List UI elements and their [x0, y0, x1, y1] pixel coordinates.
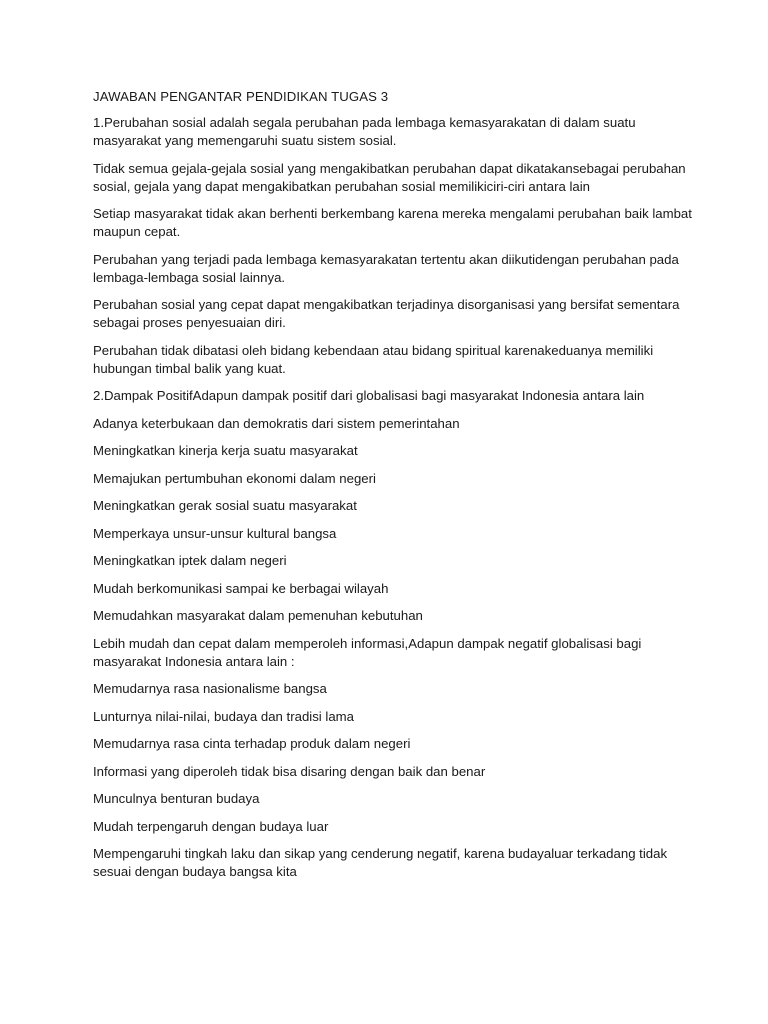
paragraph: Adanya keterbukaan dan demokratis dari sistem pemerintahan — [93, 415, 460, 431]
document-title: JAWABAN PENGANTAR PENDIDIKAN TUGAS 3 — [93, 89, 389, 104]
paragraph: Perubahan sosial yang cepat dapat mengakibatkan terjadinya disorganisasi yang bersifat sementara sebagai proses penyesuaian diri. — [93, 297, 680, 330]
paragraph: Meningkatkan iptek dalam negeri — [93, 553, 287, 568]
paragraph: Mempengaruhi tingkah laku dan sikap yang cenderung negatif, karena budayaluar terkadang tidak sesuai dengan budaya bangsa kita — [93, 846, 668, 879]
paragraph: Memperkaya unsur-unsur kultural bangsa — [93, 525, 337, 541]
paragraph: Lunturnya nilai-nilai, budaya dan tradisi lama — [93, 708, 354, 724]
paragraph: Perubahan yang terjadi pada lembaga kemasyarakatan tertentu akan diikutidengan perubahan pada lembaga-lembaga sosial lainnya. — [93, 251, 679, 285]
paragraph: Setiap masyarakat tidak akan berhenti berkembang karena mereka mengalami perubahan baik lambat maupun cepat. — [93, 206, 692, 239]
paragraph: Lebih mudah dan cepat dalam memperoleh informasi,Adapun dampak negatif globalisasi bagi masyarakat Indonesia antara lain : — [93, 635, 642, 669]
paragraph: Meningkatkan gerak sosial suatu masyarakat — [93, 498, 357, 513]
paragraph: Perubahan tidak dibatasi oleh bidang kebendaan atau bidang spiritual karenakeduanya memiliki hubungan timbal balik yang kuat. — [93, 342, 654, 376]
paragraph: Memudarnya rasa cinta terhadap produk dalam negeri — [93, 736, 411, 751]
paragraph: Tidak semua gejala-gejala sosial yang mengakibatkan perubahan dapat dikatakansebagai perubahan sosial, gejala yang dapat mengakibatkan perubahan sosial memilikiciri-ciri antara lain — [93, 160, 686, 194]
paragraph: Memudarnya rasa nasionalisme bangsa — [93, 681, 327, 696]
paragraph: Memudahkan masyarakat dalam pemenuhan kebutuhan — [93, 608, 423, 623]
paragraph: 2.Dampak PositifAdapun dampak positif dari globalisasi bagi masyarakat Indonesia antara lain — [93, 388, 645, 403]
paragraph: Mudah berkomunikasi sampai ke berbagai wilayah — [93, 580, 389, 596]
paragraph: Munculnya benturan budaya — [93, 791, 260, 806]
paragraph: 1.Perubahan sosial adalah segala perubahan pada lembaga kemasyarakatan di dalam suatu masyarakat yang memengaruhi suatu sistem sosial. — [93, 115, 636, 148]
paragraph: Memajukan pertumbuhan ekonomi dalam negeri — [93, 470, 376, 486]
paragraph: Mudah terpengaruh dengan budaya luar — [93, 818, 329, 834]
paragraph: Meningkatkan kinerja kerja suatu masyarakat — [93, 443, 358, 458]
paragraph: Informasi yang diperoleh tidak bisa disaring dengan baik dan benar — [93, 763, 486, 779]
